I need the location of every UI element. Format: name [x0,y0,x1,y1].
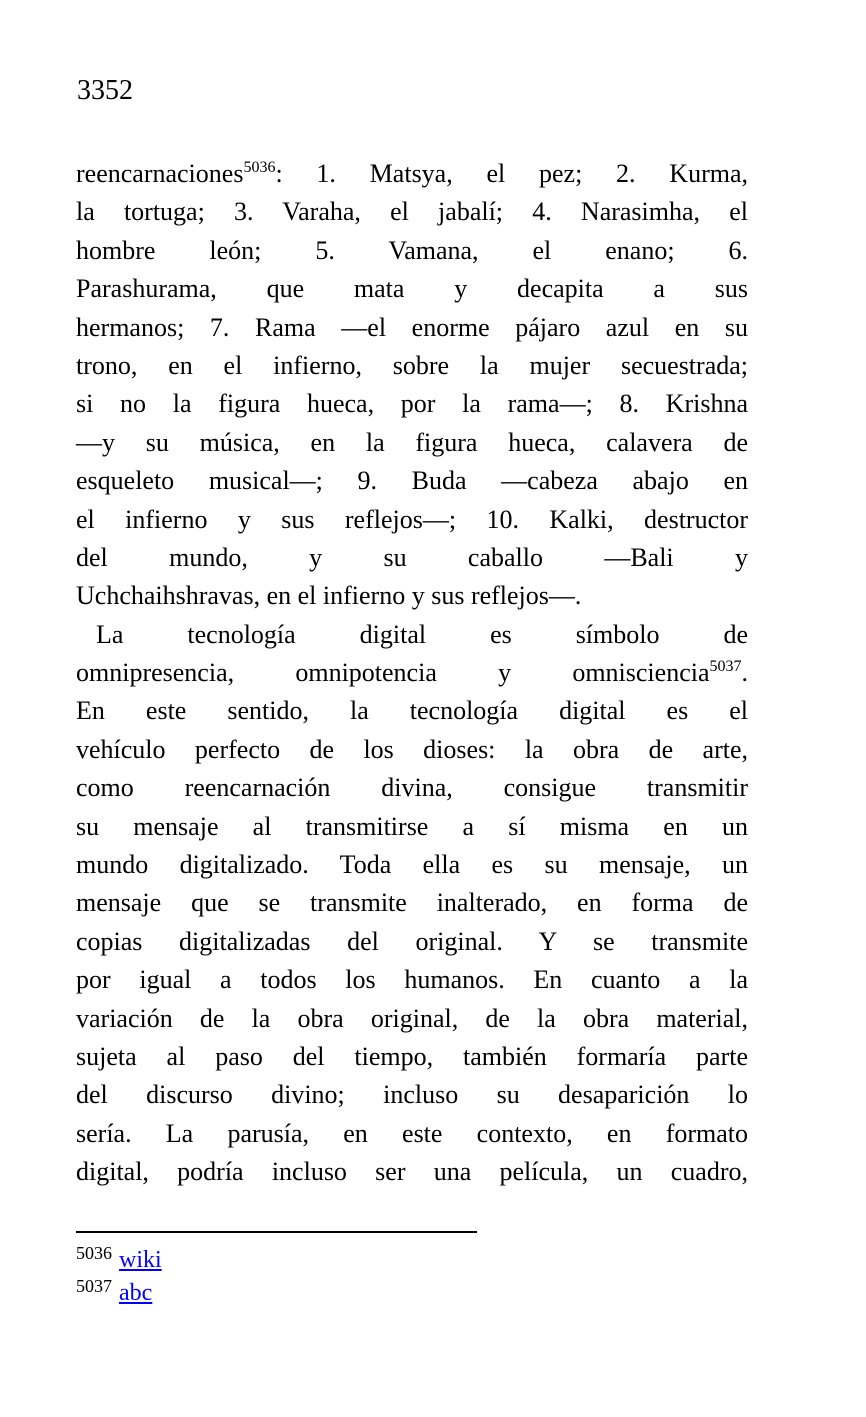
text-segment: hombre león; 5. Vamana, el enano; 6. [76,235,748,265]
text-line [76,616,748,654]
text-segment: mundo digitalizado. Toda ella es su mensaje, un [76,850,748,880]
text-line [76,808,748,846]
text-line [76,1076,748,1114]
text-line [76,193,748,231]
text-segment: La tecnología digital es símbolo de [96,619,748,649]
footnote-number: 5037 [76,1276,112,1296]
text-line [76,462,748,500]
text-line [76,961,748,999]
text-line [76,846,748,884]
text-segment: trono, en el infierno, sobre la mujer secuestrada; [76,350,748,380]
text-segment: copias digitalizadas del original. Y se transmite [76,926,748,956]
text-line [76,539,748,577]
text-line [76,232,748,270]
text-line [76,577,748,615]
text-segment: sujeta al paso del tiempo, también formaría parte [76,1041,748,1071]
text-segment: Uchchaihshravas, en el infierno y sus reflejos—. [76,581,582,611]
text-segment: el infierno y sus reflejos—; 10. Kalki, destructor [76,504,748,534]
text-line [76,1038,748,1076]
text-line [76,347,748,385]
footnote-row [76,1277,748,1310]
text-segment: esqueleto musical—; 9. Buda —cabeza abajo en [76,466,748,496]
text-segment: hermanos; 7. Rama —el enorme pájaro azul en su [76,312,748,342]
text-line [76,692,748,730]
footnote-ref[interactable]: 5037 [709,658,742,676]
footnote-number: 5036 [76,1243,112,1263]
footnotes-section [76,1231,748,1310]
text-line [76,309,748,347]
text-segment: por igual a todos los humanos. En cuanto a la [76,965,748,995]
text-segment: mensaje que se transmite inalterado, en forma de [76,888,748,918]
text-line [76,424,748,462]
footnote-row [76,1244,748,1277]
text-segment: variación de la obra original, de la obra material, [76,1003,748,1033]
text-line [76,731,748,769]
text-segment: . [741,658,748,688]
text-segment: —y su música, en la figura hueca, calavera de [76,427,748,457]
text-segment: reencarnaciones [76,159,244,188]
text-segment: sería. La parusía, en este contexto, en formato [76,1118,748,1148]
text-line [76,923,748,961]
text-segment: su mensaje al transmitirse a sí misma en un [76,811,748,841]
text-line [76,1000,748,1038]
text-line [76,270,748,308]
text-segment: digital, podría incluso ser una película, un cuadro, [76,1157,748,1187]
text-line [76,501,748,539]
text-line [76,1153,748,1191]
footnote-ref[interactable]: 5036 [243,159,276,176]
text-segment: En este sentido, la tecnología digital es el [76,696,748,726]
text-segment: si no la figura hueca, por la rama—; 8. Krishna [76,389,748,419]
text-segment: Parashurama, que mata y decapita a sus [76,274,748,304]
text-segment: vehículo perfecto de los dioses: la obra de arte, [76,734,748,764]
text-line [76,155,748,193]
text-line [76,654,748,692]
footnote-link[interactable]: wiki [119,1247,162,1273]
text-segment: del discurso divino; incluso su desaparición lo [76,1080,748,1110]
text-segment: : 1. Matsya, el pez; 2. Kurma, [275,159,748,188]
text-segment: como reencarnación divina, consigue transmitir [76,773,748,803]
body-text [76,155,748,1192]
text-line [76,1115,748,1153]
text-line [76,769,748,807]
text-segment: omnipresencia, omnipotencia y omnisciencia [76,658,710,688]
footnote-link[interactable]: abc [119,1280,153,1306]
page-number: 3352 [77,75,133,106]
text-segment: la tortuga; 3. Varaha, el jabalí; 4. Narasimha, el [76,197,748,227]
text-line [76,884,748,922]
text-segment: del mundo, y su caballo —Bali y [76,542,748,572]
footnote-separator [76,1231,477,1233]
text-line [76,385,748,423]
